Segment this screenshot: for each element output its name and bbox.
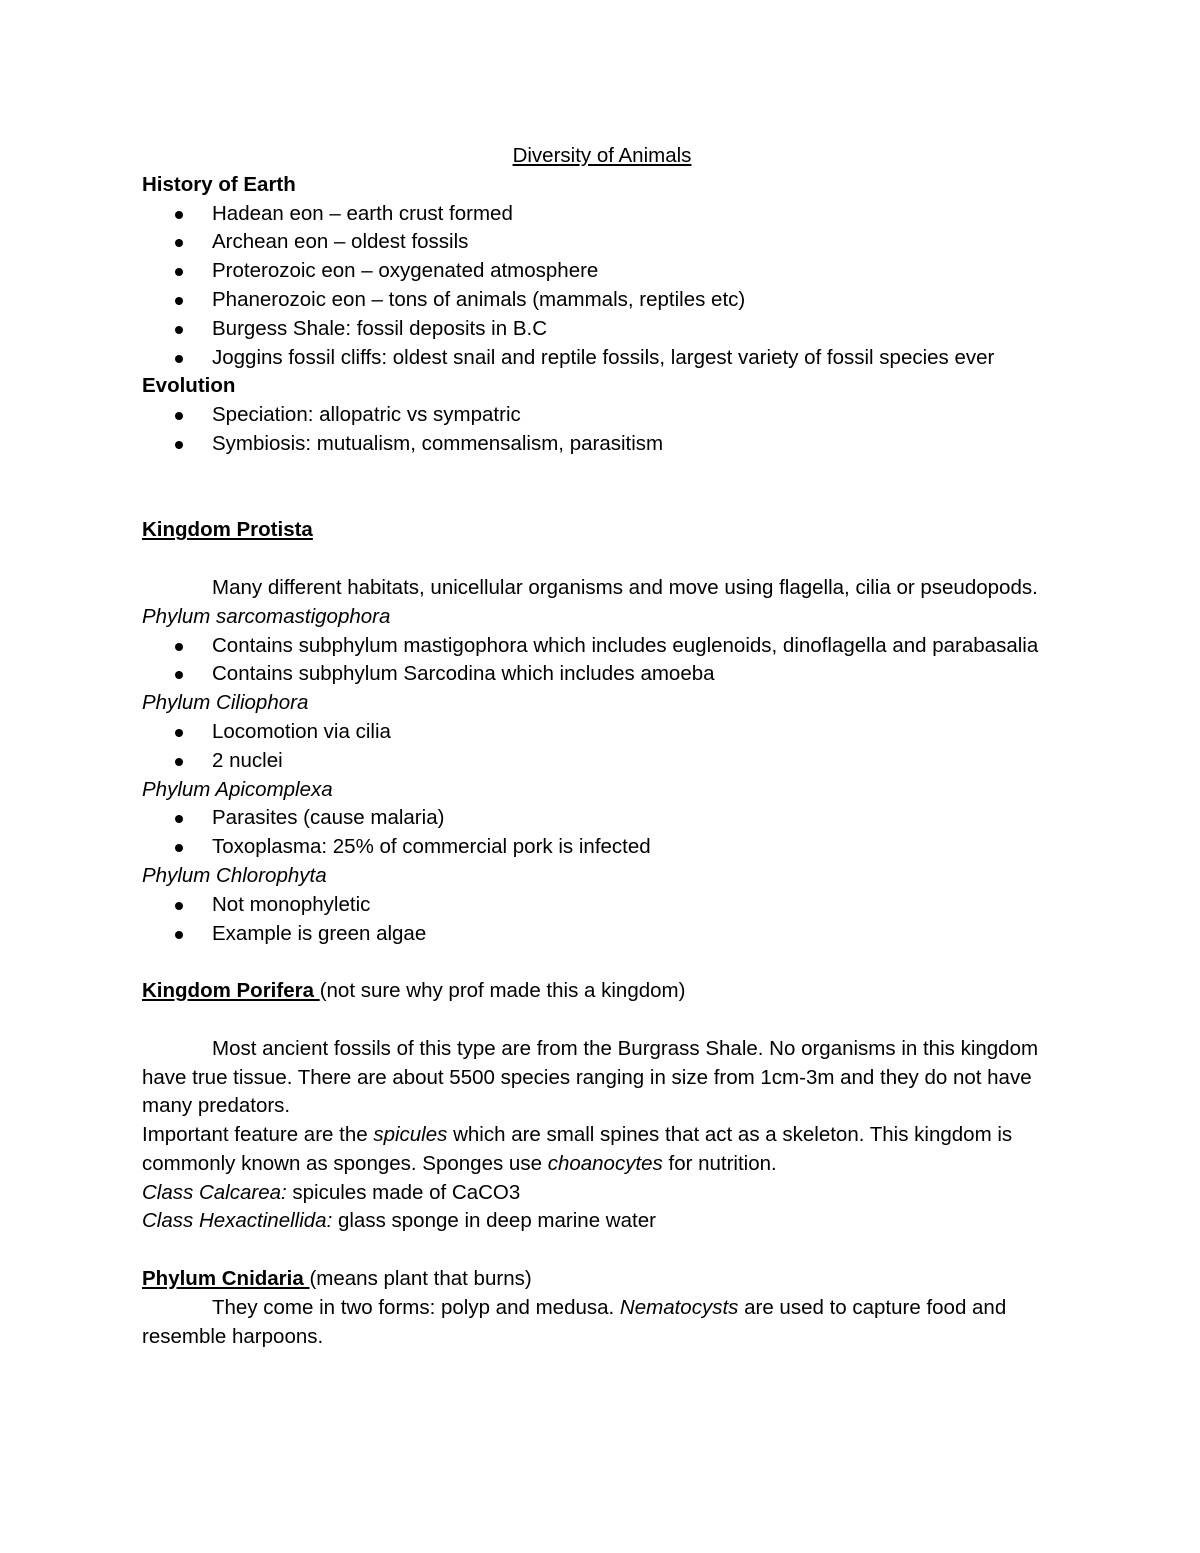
spacer: [142, 1236, 1062, 1265]
list-item: Locomotion via cilia: [142, 718, 1062, 747]
bullet-icon: [175, 326, 183, 334]
porifera-heading: Kingdom Porifera (not sure why prof made this a kingdom): [142, 979, 686, 1003]
bullet-icon: [175, 844, 183, 852]
phylum-list: [142, 632, 1062, 690]
list-item: Archean eon – oldest fossils: [142, 228, 1062, 257]
list-item: 2 nuclei: [142, 747, 1062, 776]
bullet-icon: [175, 758, 183, 766]
list-item: Speciation: allopatric vs sympatric: [142, 401, 1062, 430]
cnidaria-paragraph: They come in two forms: polyp and medusa. Nematocysts are used to capture food and resemble harpoons.: [142, 1295, 1007, 1348]
document-title: Diversity of Animals: [512, 144, 692, 167]
bullet-icon: [175, 355, 183, 363]
class-calcarea: Class Calcarea: spicules made of CaCO3: [142, 1180, 521, 1204]
list-item: Phanerozoic eon – tons of animals (mammals, reptiles etc): [142, 286, 1062, 315]
term-nematocysts: Nematocysts: [619, 1295, 739, 1319]
list-item: Proterozoic eon – oxygenated atmosphere: [142, 257, 1062, 286]
bullet-icon: [175, 643, 183, 651]
class-hexactinellida: Class Hexactinellida: glass sponge in deep marine water: [142, 1209, 656, 1233]
list-item: Not monophyletic: [142, 891, 1062, 920]
spacer: [142, 1006, 1062, 1035]
phylum-name: Phylum Apicomplexa: [142, 777, 333, 801]
phylum-list: [142, 718, 1062, 776]
phylum-name: Phylum Ciliophora: [142, 691, 309, 715]
porifera-paragraph: Most ancient fossils of this type are from the Burgrass Shale. No organisms in this kingdom have true tissue. There are about 5500 species ranging in size from 1cm-3m and they do not have many predators.: [142, 1036, 1039, 1118]
phylum-list: [142, 804, 1062, 862]
list-item: Parasites (cause malaria): [142, 804, 1062, 833]
phylum-name: Phylum sarcomastigophora: [142, 604, 391, 628]
term-choanocytes: choanocytes: [547, 1151, 663, 1175]
list-item: Contains subphylum mastigophora which includes euglenoids, dinoflagella and parabasalia: [142, 632, 1062, 661]
bullet-icon: [175, 931, 183, 939]
bullet-icon: [175, 239, 183, 247]
bullet-icon: [175, 412, 183, 420]
list-item: Contains subphylum Sarcodina which includes amoeba: [142, 660, 1062, 689]
bullet-icon: [175, 441, 183, 449]
spacer: [142, 948, 1062, 977]
protista-intro: Many different habitats, unicellular organisms and move using flagella, cilia or pseudopods.: [212, 575, 1038, 599]
spacer: [142, 545, 1062, 574]
cnidaria-heading: Phylum Cnidaria (means plant that burns): [142, 1267, 532, 1291]
bullet-icon: [175, 729, 183, 737]
bullet-icon: [175, 815, 183, 823]
evolution-heading: Evolution: [142, 374, 236, 398]
porifera-feature-paragraph: Important feature are the spicules which are small spines that act as a skeleton. This kingdom is commonly known as sponges. Sponges use choanocytes for nutrition.: [142, 1123, 1013, 1175]
history-list: [142, 200, 1062, 373]
document-body: [142, 142, 1062, 1351]
list-item: Symbiosis: mutualism, commensalism, parasitism: [142, 430, 1062, 459]
history-heading: History of Earth: [142, 172, 296, 196]
protista-heading: Kingdom Protista: [142, 518, 313, 542]
phylum-list: [142, 891, 1062, 949]
list-item: Toxoplasma: 25% of commercial pork is infected: [142, 833, 1062, 862]
term-spicules: spicules: [373, 1123, 448, 1147]
evolution-list: [142, 401, 1062, 459]
cnidaria-heading-note: (means plant that burns): [309, 1267, 532, 1291]
spacer: [142, 459, 1062, 517]
bullet-icon: [175, 902, 183, 910]
bullet-icon: [175, 297, 183, 305]
list-item: Joggins fossil cliffs: oldest snail and reptile fossils, largest variety of fossil species ever: [142, 344, 1062, 373]
phylum-name: Phylum Chlorophyta: [142, 863, 327, 887]
list-item: Example is green algae: [142, 920, 1062, 949]
list-item: Hadean eon – earth crust formed: [142, 200, 1062, 229]
bullet-icon: [175, 211, 183, 219]
bullet-icon: [175, 671, 183, 679]
bullet-icon: [175, 268, 183, 276]
list-item: Burgess Shale: fossil deposits in B.C: [142, 315, 1062, 344]
porifera-heading-note: (not sure why prof made this a kingdom): [319, 979, 686, 1003]
